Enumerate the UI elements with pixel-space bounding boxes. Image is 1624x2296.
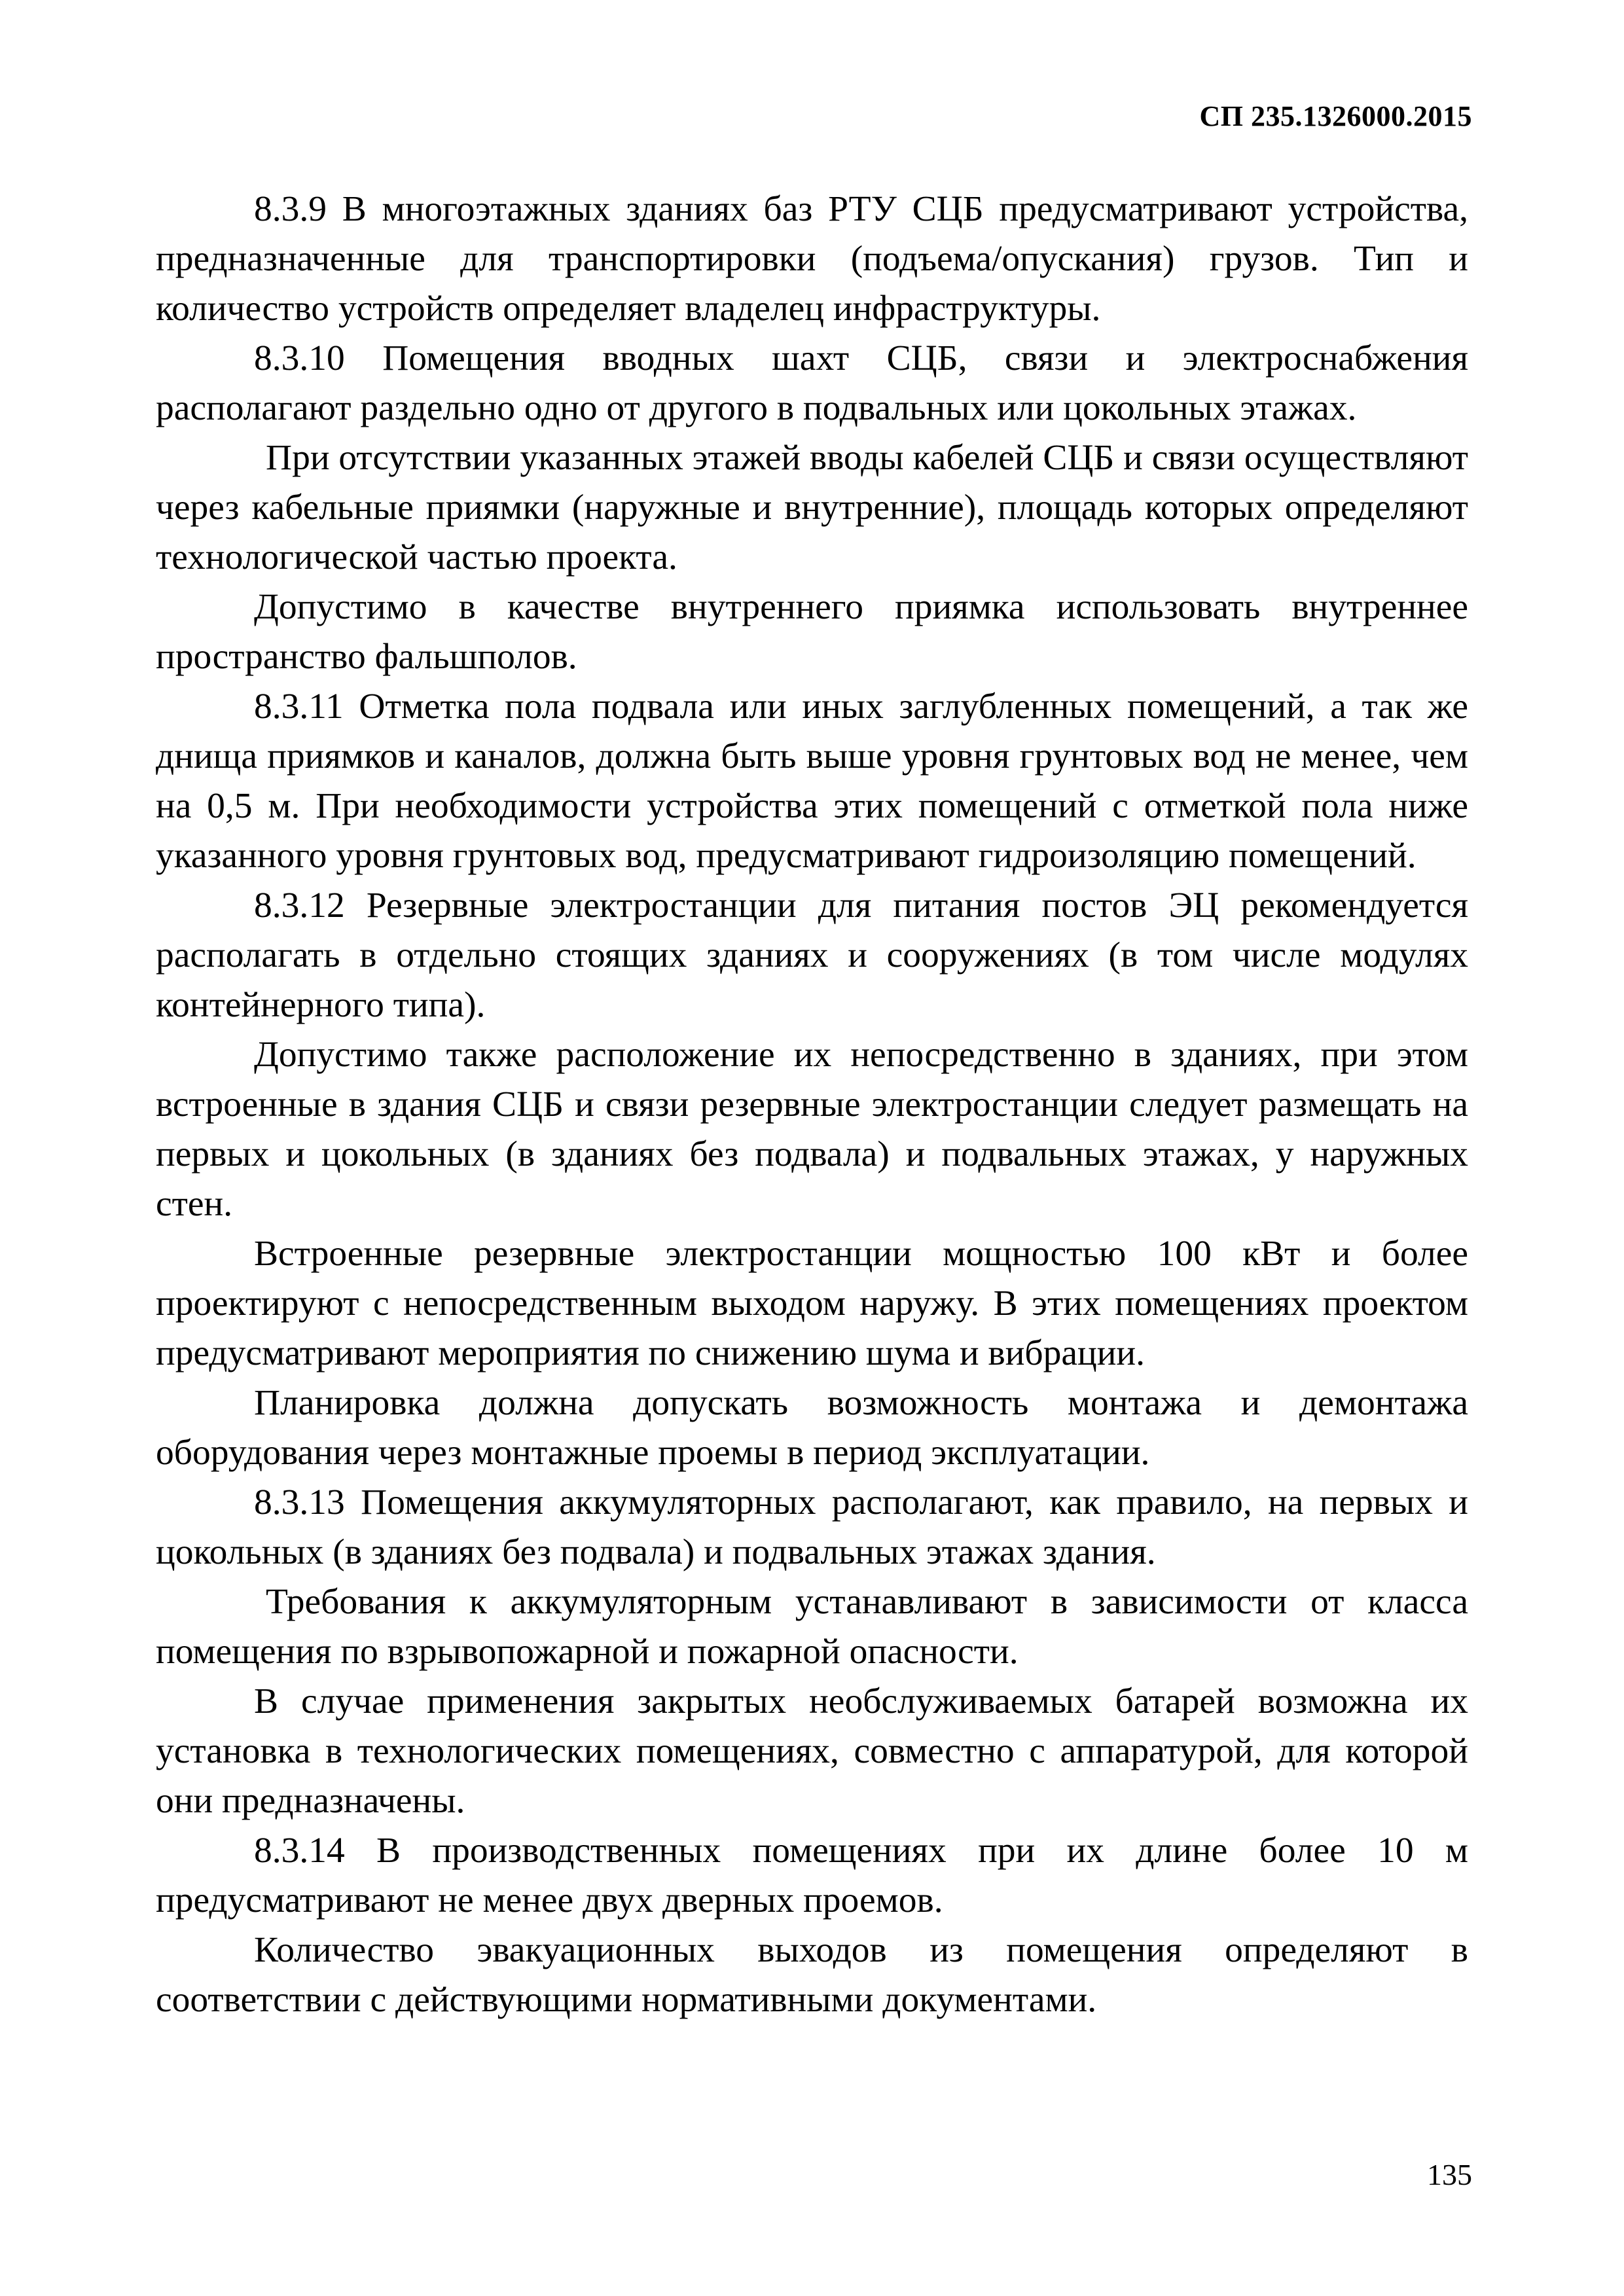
document-body xyxy=(156,185,1468,2025)
paragraph-cable-pits: При отсутствии указанных этажей вводы кабелей СЦБ и связи осуществляют через кабельные приямки (наружные и внутренние), площадь которых определяют технологической частью проекта. xyxy=(156,438,1468,577)
paragraph-built-in-power-stations: Допустимо также расположение их непосредственно в зданиях, при этом встроенные в здания СЦБ и связи резервные электростанции следует размещать на первых и цокольных (в зданиях без подвала) и подвальных этажах, у наружных стен. xyxy=(156,1035,1468,1224)
paragraph-8-3-14: 8.3.14 В производственных помещениях при их длине более 10 м предусматривают не менее двух дверных проемов. xyxy=(156,1831,1468,1920)
paragraph-sealed-batteries: В случае применения закрытых необслуживаемых батарей возможна их установка в технологических помещениях, совместно с аппаратурой, для которой они предназначены. xyxy=(156,1681,1468,1821)
paragraph-8-3-9: 8.3.9 В многоэтажных зданиях баз РТУ СЦБ предусматривают устройства, предназначенные для транспортировки (подъема/опускания) грузов. Тип и количество устройств определяет владелец инфраструктуры. xyxy=(156,189,1468,329)
paragraph-layout-mounting: Планировка должна допускать возможность монтажа и демонтажа оборудования через монтажные проемы в период эксплуатации. xyxy=(156,1383,1468,1473)
paragraph-100kw-stations: Встроенные резервные электростанции мощностью 100 кВт и более проектируют с непосредственным выходом наружу. В этих помещениях проектом предусматривают мероприятия по снижению шума и вибрации. xyxy=(156,1234,1468,1373)
paragraph-battery-requirements: Требования к аккумуляторным устанавливают в зависимости от класса помещения по взрывопожарной и пожарной опасности. xyxy=(156,1582,1468,1672)
paragraph-8-3-11: 8.3.11 Отметка пола подвала или иных заглубленных помещений, а так же днища приямков и каналов, должна быть выше уровня грунтовых вод не менее, чем на 0,5 м. При необходимости устройства этих помещений с отметкой пола ниже указанного уровня грунтовых вод, предусматривают гидроизоляцию помещений. xyxy=(156,687,1468,876)
paragraph-8-3-12: 8.3.12 Резервные электростанции для питания постов ЭЦ рекомендуется располагать в отдельно стоящих зданиях и сооружениях (в том числе модулях контейнерного типа). xyxy=(156,886,1468,1025)
page-number: 135 xyxy=(1427,2158,1472,2191)
paragraph-raised-floor: Допустимо в качестве внутреннего приямка использовать внутреннее пространство фальшполов. xyxy=(156,587,1468,677)
paragraph-8-3-13: 8.3.13 Помещения аккумуляторных располагают, как правило, на первых и цокольных (в зданиях без подвала) и подвальных этажах здания. xyxy=(156,1482,1468,1572)
paragraph-evacuation-exits: Количество эвакуационных выходов из помещения определяют в соответствии с действующими нормативными документами. xyxy=(156,1930,1468,2020)
document-code-header: СП 235.1326000.2015 xyxy=(1199,100,1472,132)
paragraph-8-3-10: 8.3.10 Помещения вводных шахт СЦБ, связи и электроснабжения располагают раздельно одно от другого в подвальных или цокольных этажах. xyxy=(156,338,1468,428)
